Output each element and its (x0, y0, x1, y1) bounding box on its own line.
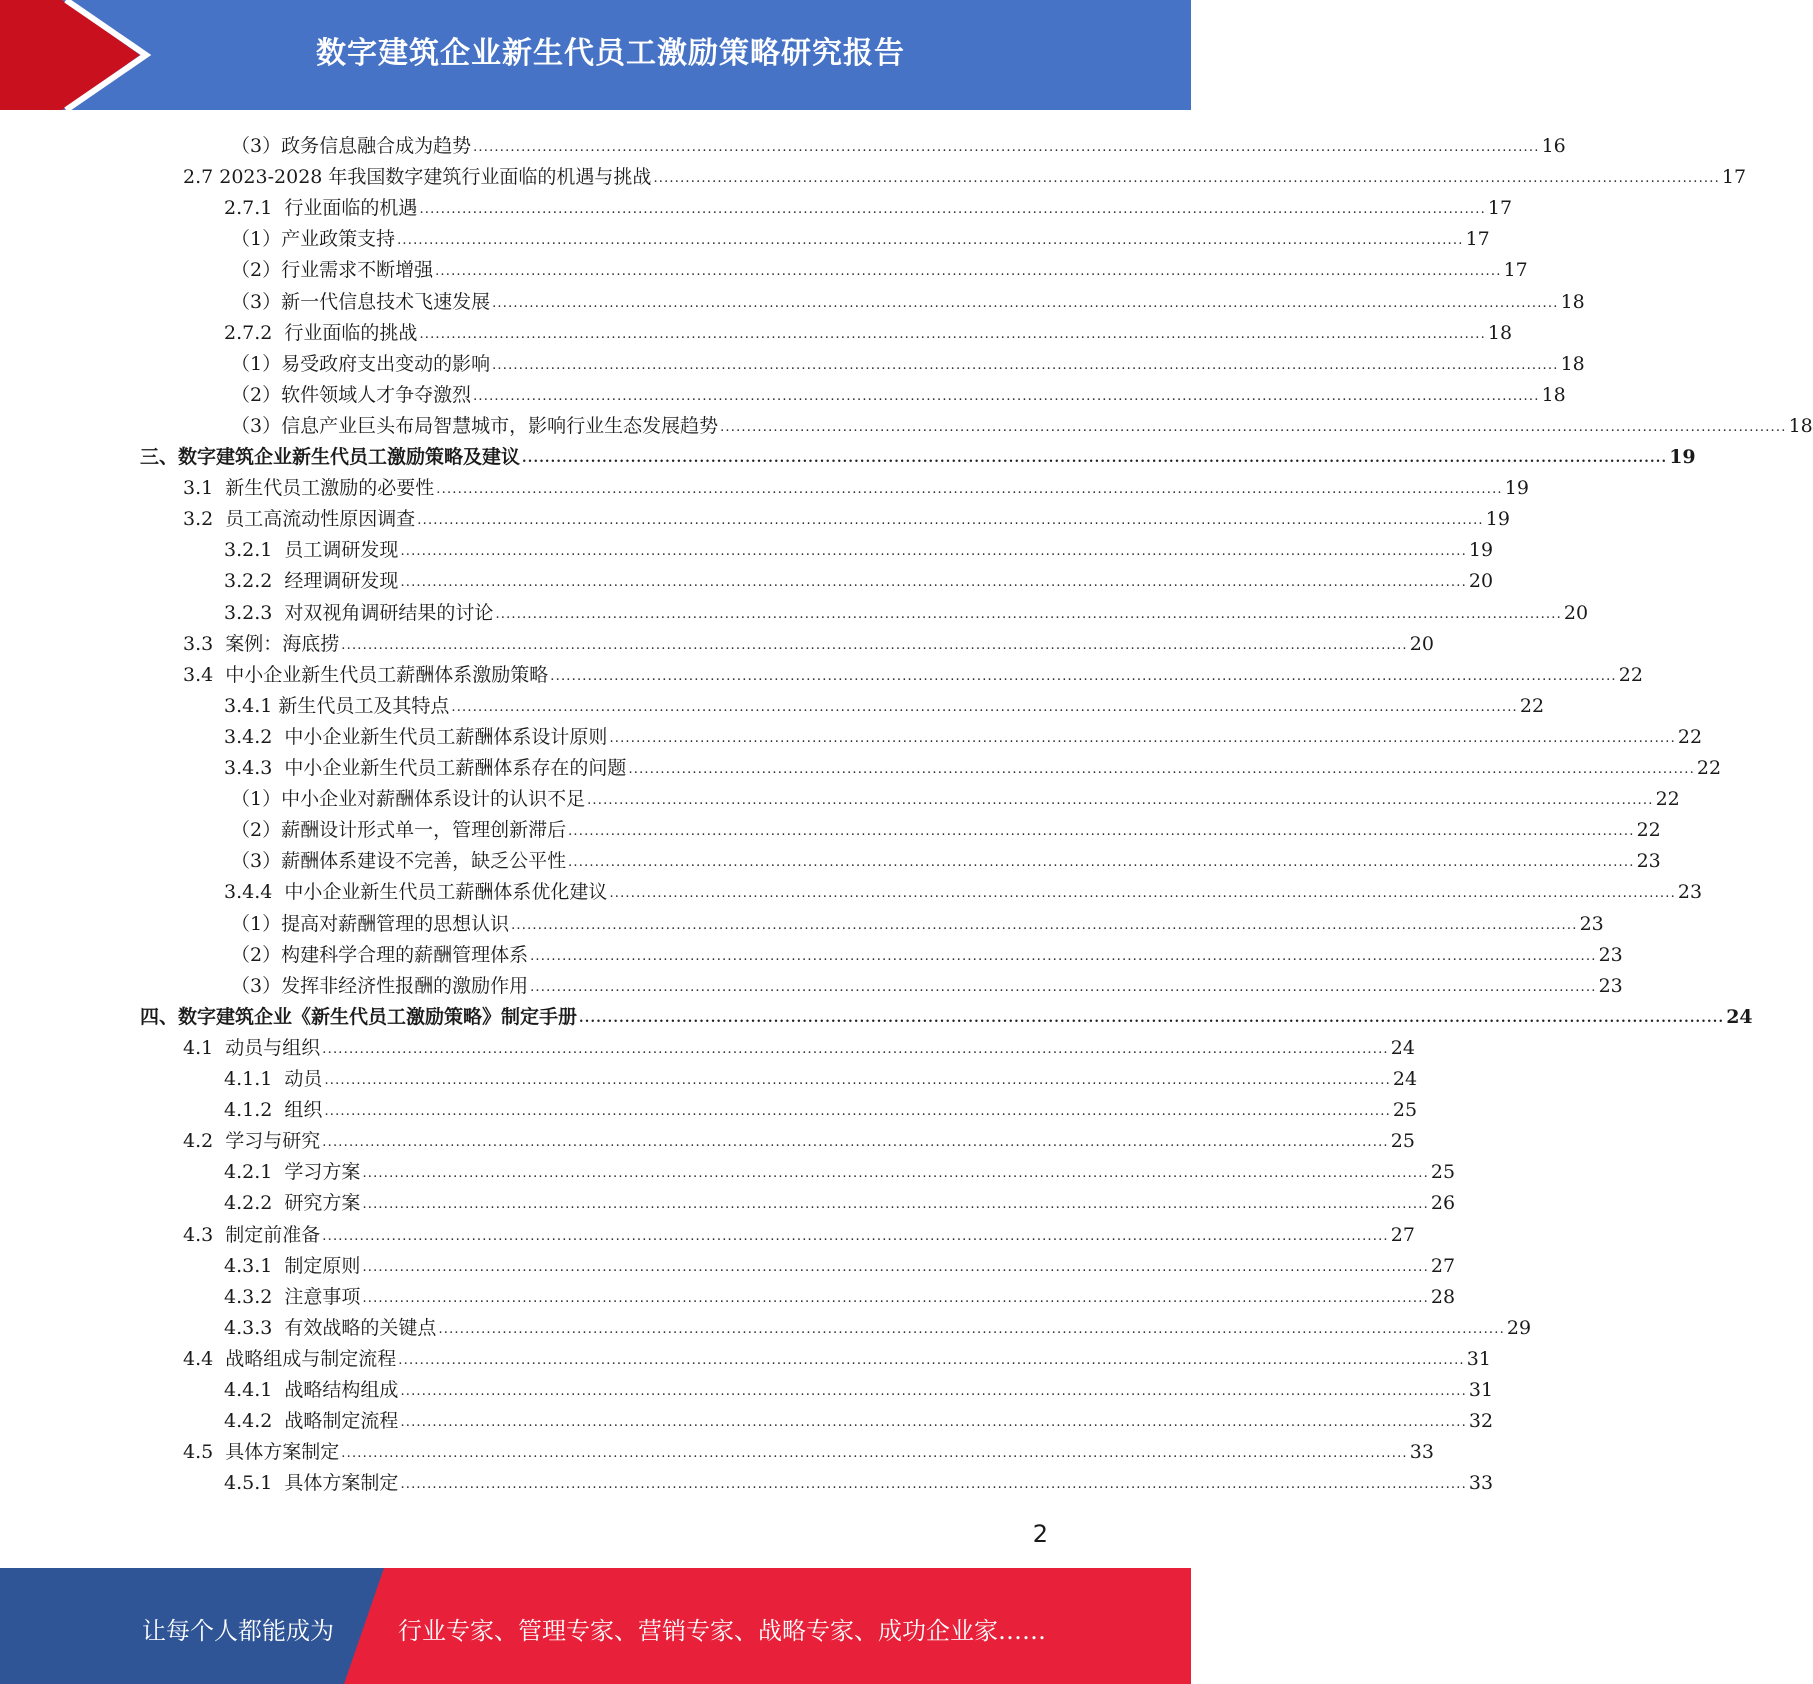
toc-entry[interactable] (231, 936, 1623, 967)
toc-entry[interactable] (224, 1371, 1494, 1402)
toc-entry[interactable] (224, 1060, 1418, 1091)
toc-entry-label: 2.7.2 行业面临的挑战 (224, 321, 418, 344)
toc-entry-label: 3.2.1 员工调研发现 (224, 539, 399, 562)
toc-entry[interactable] (183, 1029, 1415, 1060)
toc-entry-page: 28 (1430, 1285, 1456, 1308)
toc-dot-leader: ........................................................................................................................................................................................................ (400, 1477, 1467, 1493)
toc-dot-leader: ........................................................................................................................................................................................................ (362, 1290, 1429, 1306)
toc-dot-leader: ........................................................................................................................................................................................................ (435, 264, 1502, 280)
toc-dot-leader: ........................................................................................................................................................................................................ (609, 886, 1676, 902)
toc-entry-page: 19 (1504, 477, 1529, 500)
toc-entry-page: 26 (1430, 1192, 1456, 1215)
toc-entry-label: 3.2.2 经理调研发现 (224, 570, 399, 593)
toc-entry-page: 24 (1726, 1005, 1753, 1028)
toc-entry-page: 23 (1677, 881, 1703, 904)
toc-dot-leader: ........................................................................................................................................................................................................ (579, 1010, 1725, 1026)
footer-slogan-left: 让每个人都能成为 (142, 1617, 334, 1645)
toc-entry-label: （2）软件领域人才争夺激烈 (231, 383, 472, 406)
toc-entry-page: 29 (1506, 1316, 1532, 1339)
toc-dot-leader: ........................................................................................................................................................................................................ (568, 855, 1635, 871)
toc-entry[interactable] (231, 842, 1661, 873)
toc-entry-page: 27 (1430, 1254, 1456, 1277)
toc-entry-label: 4.4.1 战略结构组成 (224, 1379, 399, 1401)
toc-entry-label: 3.1 新生代员工激励的必要性 (183, 477, 435, 500)
toc-dot-leader: ........................................................................................................................................................................................................ (653, 171, 1720, 187)
toc-entry-label: 3.2 员工高流动性原因调查 (183, 508, 416, 531)
toc-entry-label: 3.4 中小企业新生代员工薪酬体系激励策略 (183, 663, 549, 686)
toc-entry-label: （1）中小企业对薪酬体系设计的认识不足 (231, 788, 586, 811)
toc-dot-leader: ........................................................................................................................................................................................................ (400, 575, 1467, 591)
toc-entry[interactable] (224, 1247, 1456, 1278)
toc-entry-page: 22 (1655, 788, 1680, 811)
toc-dot-leader: ........................................................................................................................................................................................................ (492, 295, 1559, 311)
toc-entry-page: 16 (1541, 135, 1566, 157)
toc-entry-page: 18 (1560, 352, 1585, 375)
toc-entry[interactable] (183, 656, 1643, 687)
toc-dot-leader: ........................................................................................................................................................................................................ (322, 1228, 1389, 1244)
toc-dot-leader: ........................................................................................................................................................................................................ (609, 730, 1676, 746)
toc-entry-page: 25 (1430, 1161, 1456, 1184)
footer-slogan-right: 行业专家、管理专家、营销专家、战略专家、成功企业家…… (398, 1617, 1046, 1645)
toc-entry-page: 22 (1519, 694, 1545, 717)
toc-entry-label: （2）行业需求不断增强 (231, 259, 434, 282)
toc-dot-leader: ........................................................................................................................................................................................................ (436, 482, 1503, 498)
toc-entry[interactable] (224, 1153, 1456, 1184)
toc-dot-leader: ........................................................................................................................................................................................................ (322, 1135, 1389, 1151)
toc-dot-leader: ........................................................................................................................................................................................................ (341, 637, 1408, 653)
toc-dot-leader: ........................................................................................................................................................................................................ (362, 1166, 1429, 1182)
toc-entry-page: 33 (1409, 1441, 1434, 1464)
toc-entry-label: 4.5 具体方案制定 (183, 1441, 340, 1464)
toc-dot-leader: ........................................................................................................................................................................................................ (417, 513, 1484, 529)
toc-entry[interactable] (224, 687, 1545, 718)
toc-entry-label: 3.4.2 中小企业新生代员工薪酬体系设计原则 (224, 725, 608, 748)
toc-entry-page: 17 (1487, 197, 1513, 220)
page-footer (0, 1568, 1191, 1684)
toc-entry-page: 19 (1468, 539, 1494, 562)
toc-dot-leader: ........................................................................................................................................................................................................ (451, 699, 1518, 715)
toc-entry-page: 20 (1563, 601, 1589, 624)
toc-entry-page: 22 (1696, 757, 1722, 779)
toc-entry-label: 3.4.4 中小企业新生代员工薪酬体系优化建议 (224, 881, 608, 904)
toc-dot-leader: ........................................................................................................................................................................................................ (473, 140, 1540, 155)
toc-entry[interactable] (231, 967, 1623, 998)
toc-entry-label: （2）薪酬设计形式单一，管理创新滞后 (231, 819, 567, 842)
toc-entry[interactable] (224, 1184, 1456, 1215)
toc-entry-label: （3）新一代信息技术飞速发展 (231, 290, 491, 313)
toc-entry[interactable] (231, 345, 1585, 376)
toc-entry-page: 31 (1468, 1379, 1494, 1401)
toc-entry[interactable] (224, 314, 1513, 345)
toc-entry-page: 24 (1392, 1068, 1418, 1090)
toc-entry[interactable] (224, 718, 1703, 749)
toc-entry-page: 22 (1618, 663, 1643, 686)
toc-entry-label: 3.3 案例：海底捞 (183, 632, 340, 655)
toc-entry-page: 18 (1541, 383, 1566, 406)
toc-entry[interactable] (224, 873, 1703, 904)
toc-entry-label: （3）发挥非经济性报酬的激励作用 (231, 974, 529, 997)
toc-entry[interactable] (224, 1402, 1494, 1433)
toc-entry-label: 4.2 学习与研究 (183, 1130, 321, 1153)
toc-entry-page: 20 (1409, 632, 1434, 655)
toc-dot-leader: ........................................................................................................................................................................................................ (419, 326, 1486, 342)
toc-entry[interactable] (183, 1122, 1415, 1153)
toc-entry-label: （3）政务信息融合成为趋势 (231, 135, 472, 157)
toc-entry[interactable] (224, 749, 1722, 780)
toc-entry-label: 3.2.3 对双视角调研结果的讨论 (224, 601, 494, 624)
toc-dot-leader: ........................................................................................................................................................................................................ (324, 1104, 1391, 1120)
toc-entry-page: 19 (1485, 508, 1510, 531)
toc-entry-page: 18 (1788, 414, 1813, 437)
toc-dot-leader: ........................................................................................................................................................................................................ (495, 606, 1562, 622)
toc-entry-page: 33 (1468, 1472, 1494, 1495)
toc-entry[interactable] (231, 283, 1585, 314)
page-number: 2 (1032, 1520, 1048, 1548)
toc-dot-leader: ........................................................................................................................................................................................................ (419, 202, 1486, 218)
page-header (0, 0, 1191, 110)
toc-dot-leader: ........................................................................................................................................................................................................ (438, 1321, 1505, 1337)
toc-entry[interactable] (183, 158, 1747, 189)
toc-entry[interactable] (231, 780, 1680, 811)
toc-entry[interactable] (183, 1216, 1415, 1247)
toc-entry-label: 四、数字建筑企业《新生代员工激励策略》制定手册 (140, 1005, 578, 1028)
toc-entry-label: 4.5.1 具体方案制定 (224, 1472, 399, 1495)
toc-entry[interactable] (183, 1340, 1491, 1371)
toc-entry[interactable] (140, 438, 1696, 469)
toc-entry[interactable] (231, 376, 1566, 407)
toc-entry-label: 3.4.1 新生代员工及其特点 (224, 694, 450, 717)
toc-entry-label: 4.1.2 组织 (224, 1099, 323, 1122)
toc-entry-label: 2.7.1 行业面临的机遇 (224, 197, 418, 220)
toc-dot-leader: ........................................................................................................................................................................................................ (587, 793, 1654, 809)
toc-entry[interactable] (231, 251, 1528, 282)
toc-entry-label: （3）信息产业巨头布局智慧城市，影响行业生态发展趋势 (231, 414, 719, 437)
toc-entry-page: 32 (1468, 1410, 1494, 1433)
toc-entry-page: 23 (1579, 912, 1604, 935)
toc-entry-page: 20 (1468, 570, 1494, 593)
toc-entry[interactable] (224, 1091, 1418, 1122)
toc-entry[interactable] (224, 1278, 1456, 1309)
toc-entry[interactable] (224, 594, 1589, 625)
toc-dot-leader: ........................................................................................................................................................................................................ (530, 948, 1597, 964)
toc-dot-leader: ........................................................................................................................................................................................................ (400, 1415, 1467, 1431)
toc-entry-page: 17 (1465, 228, 1490, 251)
toc-entry-page: 23 (1598, 943, 1623, 966)
toc-dot-leader: ........................................................................................................................................................................................................ (522, 451, 1668, 466)
toc-entry[interactable] (224, 1464, 1494, 1495)
toc-entry-page: 25 (1392, 1099, 1418, 1122)
toc-entry-page: 23 (1636, 850, 1661, 873)
toc-entry-page: 23 (1598, 974, 1623, 997)
toc-entry-label: 4.4.2 战略制定流程 (224, 1410, 399, 1433)
toc-entry-label: 4.1 动员与组织 (183, 1036, 321, 1059)
toc-entry[interactable] (183, 469, 1529, 500)
toc-entry-page: 18 (1560, 290, 1585, 313)
toc-entry-label: 4.3 制定前准备 (183, 1223, 321, 1246)
toc-dot-leader: ........................................................................................................................................................................................................ (362, 1197, 1429, 1213)
toc-entry-label: （3）薪酬体系建设不完善，缺乏公平性 (231, 850, 567, 873)
toc-dot-leader: ........................................................................................................................................................................................................ (720, 419, 1787, 435)
toc-dot-leader: ........................................................................................................................................................................................................ (398, 1352, 1465, 1368)
toc-entry-page: 22 (1677, 725, 1703, 748)
toc-entry[interactable] (231, 905, 1604, 936)
toc-entry[interactable] (231, 407, 1813, 438)
toc-entry-label: （1）提高对薪酬管理的思想认识 (231, 912, 510, 935)
toc-entry[interactable] (224, 189, 1513, 220)
toc-entry-page: 24 (1390, 1036, 1415, 1059)
toc-dot-leader: ........................................................................................................................................................................................................ (568, 824, 1635, 840)
toc-dot-leader: ........................................................................................................................................................................................................ (362, 1259, 1429, 1275)
toc-entry[interactable] (231, 127, 1566, 158)
toc-dot-leader: ........................................................................................................................................................................................................ (473, 388, 1540, 404)
toc-dot-leader: ........................................................................................................................................................................................................ (530, 979, 1597, 995)
toc-entry-page: 18 (1487, 321, 1513, 344)
toc-dot-leader: ........................................................................................................................................................................................................ (400, 1384, 1467, 1399)
toc-entry-page: 19 (1669, 446, 1696, 468)
toc-dot-leader: ........................................................................................................................................................................................................ (322, 1041, 1389, 1057)
toc-entry-page: 31 (1466, 1347, 1491, 1370)
toc-entry[interactable] (183, 625, 1434, 656)
toc-entry-label: （1）易受政府支出变动的影响 (231, 352, 491, 375)
toc-entry-page: 17 (1503, 259, 1528, 282)
toc-entry-label: 4.4 战略组成与制定流程 (183, 1347, 397, 1370)
toc-entry-label: 2.7 2023-2028 年我国数字建筑行业面临的机遇与挑战 (183, 166, 652, 189)
toc-dot-leader: ........................................................................................................................................................................................................ (341, 1446, 1408, 1462)
toc-entry[interactable] (183, 1433, 1434, 1464)
toc-entry-page: 17 (1721, 166, 1747, 189)
toc-entry-label: （1）产业政策支持 (231, 228, 396, 251)
toc-dot-leader: ........................................................................................................................................................................................................ (324, 1073, 1391, 1088)
toc-dot-leader: ........................................................................................................................................................................................................ (628, 762, 1695, 777)
toc-entry-label: 3.4.3 中小企业新生代员工薪酬体系存在的问题 (224, 757, 627, 779)
toc-dot-leader: ........................................................................................................................................................................................................ (492, 357, 1559, 373)
toc-entry-label: 4.1.1 动员 (224, 1068, 323, 1090)
toc-dot-leader: ........................................................................................................................................................................................................ (511, 917, 1578, 933)
toc-entry[interactable] (231, 220, 1490, 251)
toc-entry[interactable] (224, 1309, 1532, 1340)
toc-entry-page: 27 (1390, 1223, 1415, 1246)
toc-dot-leader: ........................................................................................................................................................................................................ (400, 544, 1467, 560)
toc-entry[interactable] (183, 500, 1510, 531)
toc-entry-label: （2）构建科学合理的薪酬管理体系 (231, 943, 529, 966)
toc-entry-label: 4.3.3 有效战略的关键点 (224, 1316, 437, 1339)
report-title: 数字建筑企业新生代员工激励策略研究报告 (316, 36, 905, 71)
toc-entry-page: 25 (1390, 1130, 1415, 1153)
toc-entry-page: 22 (1636, 819, 1661, 842)
toc-entry-label: 4.2.2 研究方案 (224, 1192, 361, 1215)
toc-dot-leader: ........................................................................................................................................................................................................ (550, 668, 1617, 684)
toc-entry[interactable] (140, 998, 1753, 1029)
toc-entry[interactable] (231, 811, 1661, 842)
toc-entry-label: 4.2.1 学习方案 (224, 1161, 361, 1184)
toc-entry[interactable] (224, 531, 1494, 562)
toc-dot-leader: ........................................................................................................................................................................................................ (397, 233, 1464, 249)
toc-entry-label: 4.3.1 制定原则 (224, 1254, 361, 1277)
toc-entry-label: 三、数字建筑企业新生代员工激励策略及建议 (140, 446, 521, 468)
toc-entry-label: 4.3.2 注意事项 (224, 1285, 361, 1308)
toc-entry[interactable] (224, 562, 1494, 593)
